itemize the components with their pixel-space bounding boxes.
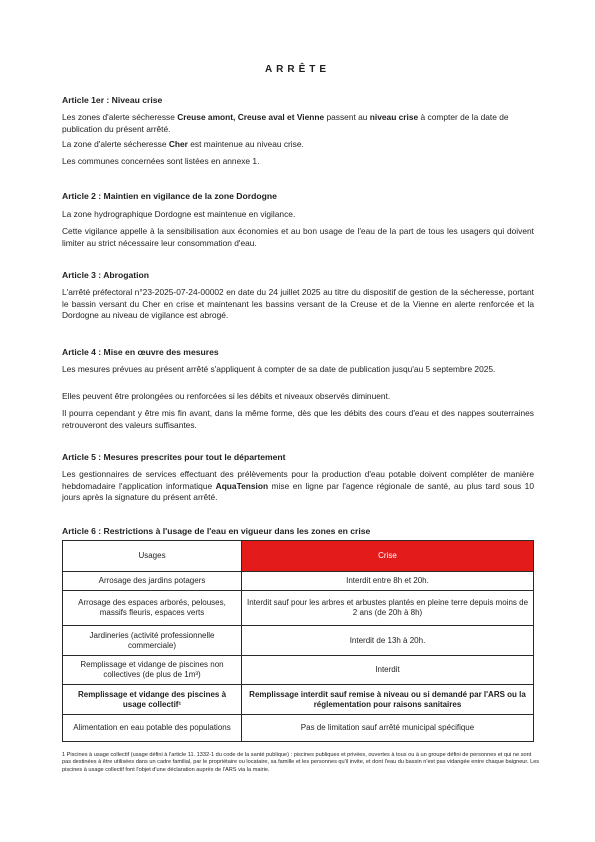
table-row — [63, 685, 534, 715]
table-cell-restriction: Interdit entre 8h et 20h. — [242, 572, 534, 591]
article-1-para-2: La zone d'alerte sécheresse Cher est maintenue au niveau crise. — [62, 139, 304, 149]
table-header-row — [63, 541, 534, 572]
table-cell-usage: Arrosage des espaces arborés, pelouses, massifs fleuris, espaces verts — [63, 591, 242, 626]
table-row — [63, 715, 534, 742]
table-cell-usage: Jardineries (activité professionnelle commerciale) — [63, 626, 242, 656]
table-cell-usage: Remplissage et vidange de piscines non collectives (de plus de 1m³) — [63, 656, 242, 685]
column-header-usages: Usages — [63, 541, 242, 572]
article-6-heading: Article 6 : Restrictions à l'usage de l'eau en vigueur dans les zones en crise — [62, 526, 371, 536]
article-3-para-1: L'arrêté préfectoral n°23-2025-07-24-00002 en date du 24 juillet 2025 au titre du dispositif de gestion de la sécheresse, portant le bassin versant du Cher en crise et maintenant les bassins versant de la Creuse et de la Vienne en alerte renforcée et la Dordogne au niveau de vigilance est abrogé. — [62, 287, 534, 320]
table-cell-restriction: Interdit sauf pour les arbres et arbustes plantés en pleine terre depuis moins de 2 ans (de 20h à 8h) — [242, 591, 534, 626]
article-5-heading: Article 5 : Mesures prescrites pour tout le département — [62, 452, 286, 462]
article-1-para-1: Les zones d'alerte sécheresse Creuse amont, Creuse aval et Vienne passent au niveau crise à compter de la date de publication du présent arrêté. — [62, 112, 509, 134]
table-cell-usage: Alimentation en eau potable des populations — [63, 715, 242, 742]
table-row — [63, 572, 534, 591]
table-cell-restriction: Interdit de 13h à 20h. — [242, 626, 534, 656]
table-cell-restriction: Pas de limitation sauf arrêté municipal spécifique — [242, 715, 534, 742]
article-4-para-1: Les mesures prévues au présent arrêté s'appliquent à compter de sa date de publication jusqu'au 5 septembre 2025. — [62, 364, 496, 374]
table-cell-restriction: Remplissage interdit sauf remise à niveau ou si demandé par l'ARS ou la réglementation pour raisons sanitaires — [242, 685, 534, 715]
article-4-para-3: Il pourra cependant y être mis fin avant, dans la même forme, dès que les débits des cours d'eau et des nappes souterraines retrouveront des valeurs suffisantes. — [62, 408, 534, 430]
table-cell-usage: Arrosage des jardins potagers — [63, 572, 242, 591]
table-cell-usage: Remplissage et vidange des piscines à usage collectif¹ — [63, 685, 242, 715]
restrictions-table — [62, 540, 534, 742]
table-row — [63, 626, 534, 656]
table-row — [63, 656, 534, 685]
article-3-heading: Article 3 : Abrogation — [62, 270, 150, 280]
article-1-para-3: Les communes concernées sont listées en annexe 1. — [62, 156, 260, 166]
footnote: 1 Piscines à usage collectif (usage défini à l'article 11. 1332-1 du code de la santé publique) : piscines publiques et privées, ouvertes à tous ou à un groupe défini de personnes et qui ne sont pas destinées à être utilisées dans un cadre familial, par le propriétaire ou locataire, sa famille et les personnes qu'il invite, et dont l'eau du bassin n'est pas vidangée entre chaque baigneur. Les piscines à usage collectif font l'objet d'une déclaration auprès de l'ARS via la mairie. — [62, 752, 540, 773]
table-cell-restriction: Interdit — [242, 656, 534, 685]
table-row — [63, 591, 534, 626]
article-2-heading: Article 2 : Maintien en vigilance de la zone Dordogne — [62, 191, 277, 201]
article-2-para-2: Cette vigilance appelle à la sensibilisation aux économies et au bon usage de l'eau de la part de tous les usagers qui doivent limiter au strict nécessaire leur consommation d'eau. — [62, 226, 534, 248]
article-5-para-1: Les gestionnaires de services effectuant des prélèvements pour la production d'eau potable doivent compléter de manière hebdomadaire l'application informatique AquaTension mise en ligne par l'agence régionale de santé, au plus tard sous 10 jours après la signature du présent arrêté. — [62, 469, 534, 502]
column-header-crise: Crise — [242, 541, 534, 572]
article-2-para-1: La zone hydrographique Dordogne est maintenue en vigilance. — [62, 209, 296, 219]
article-4-heading: Article 4 : Mise en œuvre des mesures — [62, 347, 219, 357]
document-title: ARRÊTE — [264, 64, 331, 75]
article-1-heading: Article 1er : Niveau crise — [62, 95, 163, 105]
article-4-para-2: Elles peuvent être prolongées ou renforcées si les débits et niveaux observés diminuent. — [62, 391, 391, 401]
